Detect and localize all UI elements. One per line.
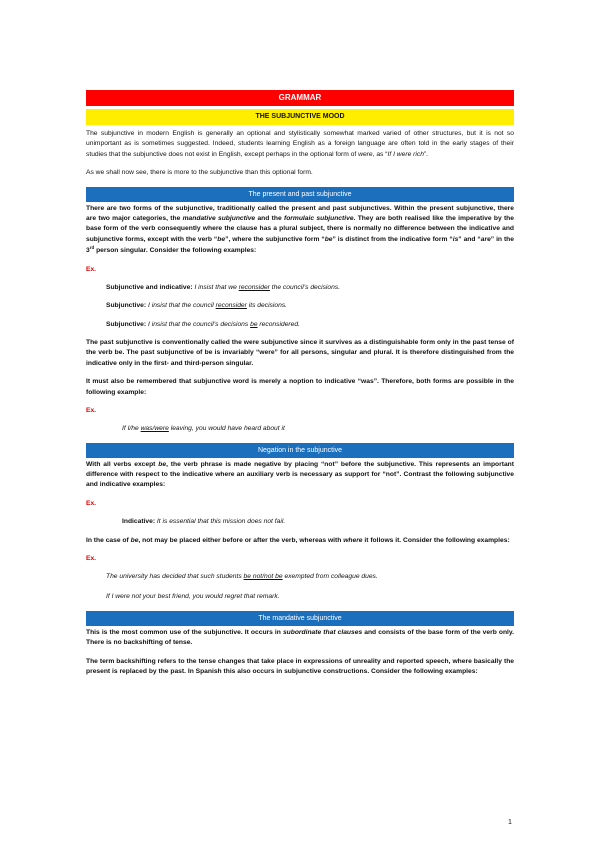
document-title: GRAMMAR xyxy=(278,93,322,102)
example-subjunctive-1: Subjunctive: I insist that the council reconsider its decisions. xyxy=(106,302,288,310)
section-heading-negation: Negation in the subjunctive xyxy=(86,443,514,458)
example-label: Ex. xyxy=(86,499,97,507)
section3-paragraph-1: This is the most common use of the subjunctive. It occurs in subordinate that clauses and consists of the base form of the verb only. There is no backshifting of tense. xyxy=(86,629,514,647)
intro-paragraph-1: The subjunctive in modern English is generally an optional and stylistically somewhat marked varied of other structures, but it is not so unimportant as is sometimes suggested. Indeed, students learning English as a foreign language are often told in the early stages of their studies that the subjunctive does not exist in English, except perhaps in the optional form of were, as “If I were rich”. xyxy=(86,130,514,158)
section-heading-mandative: The mandative subjunctive xyxy=(86,611,514,626)
example-was-were: If I/he was/were leaving, you would have heard about it xyxy=(122,425,285,433)
example-be-not: The university has decided that such students be not/not be exempted from colleague dues. xyxy=(106,573,378,581)
subtitle-banner xyxy=(86,109,514,125)
title-banner xyxy=(86,90,514,106)
section-heading-present-past: The present and past subjunctive xyxy=(86,187,514,202)
section3-paragraph-2: The term backshifting refers to the tense changes that take place in expressions of unreality and reported speech, where basically the present is replaced by the past. In Spanish this also occurs in subjunctive constructions. Consider the following examples: xyxy=(86,657,514,676)
intro-paragraph-2: As we shall now see, there is more to the subjunctive than this optional form. xyxy=(86,169,313,177)
example-label: Ex. xyxy=(86,554,97,562)
example-label: Ex. xyxy=(86,406,97,414)
page-number: 1 xyxy=(508,819,512,826)
example-subjunctive-indicative: Subjunctive and indicative: I insist that we reconsider the council’s decisions. xyxy=(106,283,341,291)
document-subtitle: THE SUBJUNCTIVE MOOD xyxy=(255,113,345,120)
example-indicative: Indicative: It is essential that this mission does not fail. xyxy=(122,518,286,526)
section1-paragraph-1: There are two forms of the subjunctive, traditionally called the present and past subjunctives. Within the present subjunctive, there are two major categories, the mandative subjunctive and the formulaic subjunctive. They are both realised like the imperative by the base form of the verb consequently where the clause has a plural subject, there is normally no difference between the indicative and subjunctive forms, except with the verb “be”, where the subjunctive form “be” is distinct from the indicative form “is” and “are” in the 3rd person singular. Consider the following examples: xyxy=(86,204,514,255)
document-page xyxy=(86,90,514,686)
section1-paragraph-3: It must also be remembered that subjunctive word is merely a noption to indicative “was”. Therefore, both forms are possible in the following example: xyxy=(86,378,514,396)
section2-paragraph-2: In the case of be, not may be placed either before or after the verb, whereas with where it follows it. Consider the following examples: xyxy=(86,536,510,544)
example-subjunctive-2: Subjunctive: I insist that the council’s decisions be reconsidered. xyxy=(106,320,300,328)
section1-paragraph-2: The past subjunctive is conventionally called the were subjunctive since it survives as a distinguishable form only in the past tense of the verb be. The past subjunctive of be is invariably “were” for all persons, singular and plural. It is therefore distinguished from the indicative only in the first- and third-person singular. xyxy=(86,339,514,367)
example-were-not: If I were not your best friend, you would regret that remark. xyxy=(106,592,280,600)
section2-paragraph-1: With all verbs except be, the verb phrase is made negative by placing “not” before the subjunctive. This represents an important difference with respect to the indicative where an auxiliary verb is necessary as support for “not”. Contrast the following subjunctive and indicative examples: xyxy=(86,460,514,489)
example-label: Ex. xyxy=(86,265,97,273)
